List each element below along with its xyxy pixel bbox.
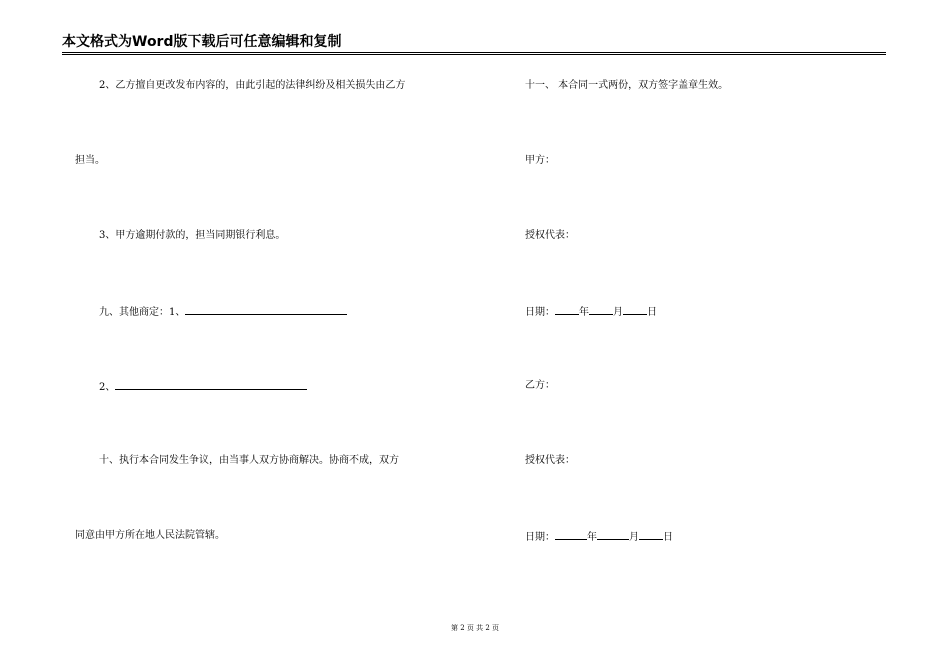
blank-line [115, 379, 307, 390]
clause-9-item-2-text: 2、 [99, 382, 116, 393]
day-blank [639, 529, 663, 540]
clause-9-item-1 [99, 304, 347, 320]
month-label: 月 [629, 532, 639, 543]
month-label: 月 [613, 307, 623, 318]
clause-10-line-1: 十、执行本合同发生争议，由当事人双方协商解决。协商不成，双方 [99, 455, 399, 466]
party-b-representative-label: 授权代表： [525, 455, 575, 466]
clause-11: 十一、 本合同一式两份，双方签字盖章生效。 [525, 80, 729, 91]
year-label: 年 [579, 307, 589, 318]
clause-9-item-1-text: 九、其他商定：1、 [99, 307, 186, 318]
year-label: 年 [587, 532, 597, 543]
header-rule-secondary [62, 54, 886, 55]
month-blank [597, 529, 629, 540]
clause-9-item-2 [99, 379, 307, 395]
day-label: 日 [663, 532, 673, 543]
party-a-date [525, 304, 657, 320]
date-label: 日期： [525, 307, 555, 318]
party-a-representative-label: 授权代表： [525, 230, 575, 241]
date-label: 日期： [525, 532, 555, 543]
blank-line [185, 304, 347, 315]
clause-8-item-2-line-1: 2、乙方擅自更改发布内容的，由此引起的法律纠纷及相关损失由乙方 [99, 80, 406, 91]
day-blank [623, 304, 647, 315]
header-rule [62, 52, 886, 53]
year-blank [555, 529, 587, 540]
party-b-label: 乙方： [525, 380, 555, 391]
day-label: 日 [647, 307, 657, 318]
year-blank [555, 304, 579, 315]
clause-8-item-2-line-2: 担当。 [75, 155, 105, 166]
party-a-label: 甲方： [525, 155, 555, 166]
clause-10-line-2: 同意由甲方所在地人民法院管辖。 [75, 530, 225, 541]
clause-8-item-3: 3、甲方逾期付款的，担当同期银行利息。 [99, 230, 286, 241]
party-b-date [525, 529, 673, 545]
month-blank [589, 304, 613, 315]
document-header-title: 本文格式为Word版下载后可任意编辑和复制 [62, 34, 342, 50]
page-number: 第 2 页 共 2 页 [450, 624, 500, 632]
